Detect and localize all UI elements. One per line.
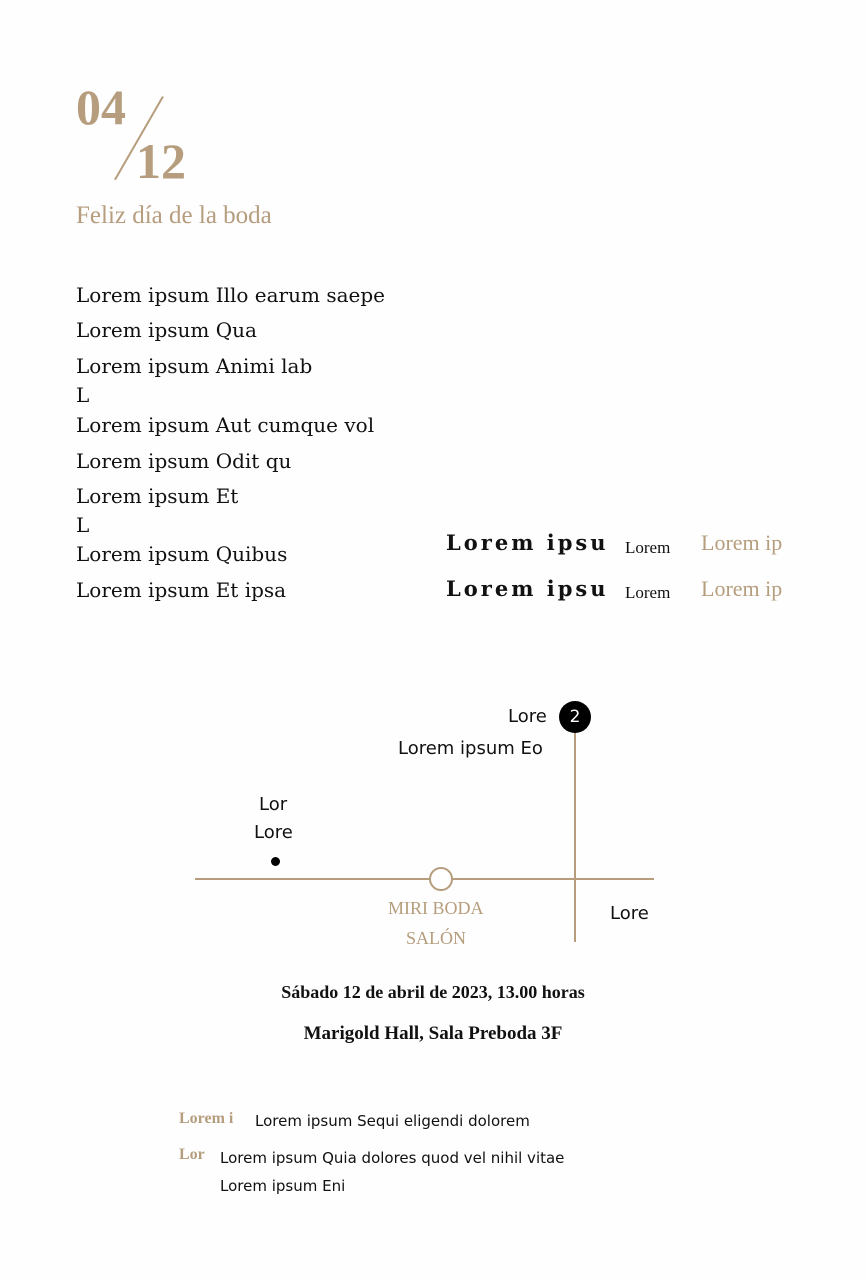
- event-datetime: Sábado 12 de abril de 2023, 13.00 horas: [281, 982, 585, 1002]
- map-road-vertical: [574, 728, 576, 942]
- schedule-time: Lorem: [625, 583, 671, 602]
- map-station-label: Lorem ipsum Eo: [398, 738, 543, 759]
- text-line: Lorem ipsum Qua: [76, 318, 257, 342]
- text-line: Lorem ipsum Et ipsa: [76, 578, 287, 602]
- text-line: L: [76, 383, 90, 407]
- schedule-detail: Lorem ip: [701, 576, 783, 601]
- map-label: Lor: [259, 794, 288, 815]
- text-line: L: [76, 513, 90, 537]
- note-label: Lor: [179, 1146, 205, 1163]
- text-line: Lorem ipsum Animi lab: [76, 354, 313, 378]
- map-marker-label: Lore: [508, 706, 547, 727]
- schedule-time: Lorem: [625, 538, 671, 557]
- note-label: Lorem i: [179, 1110, 234, 1127]
- event-place: Marigold Hall, Sala Preboda 3F: [303, 1023, 563, 1044]
- text-line: Lorem ipsum Odit qu: [76, 449, 292, 473]
- text-line: Lorem ipsum Aut cumque vol: [76, 413, 375, 437]
- schedule-title: Lorem ipsu: [446, 576, 609, 601]
- note-text: Lorem ipsum Sequi eligendi dolorem: [255, 1112, 530, 1130]
- venue-name: MIRI BODA: [388, 898, 484, 918]
- map-marker-icon: 2: [559, 701, 591, 733]
- text-line: Lorem ipsum Illo earum saepe: [76, 283, 385, 307]
- text-line: Lorem ipsum Et: [76, 484, 239, 508]
- greeting: Feliz día de la boda: [76, 202, 272, 229]
- date-month: 04: [76, 79, 126, 135]
- venue-pin-icon: [429, 867, 453, 891]
- note-text: Lorem ipsum Eni: [220, 1177, 346, 1195]
- note-text: Lorem ipsum Quia dolores quod vel nihil vitae: [220, 1149, 565, 1167]
- text-line: Lorem ipsum Quibus: [76, 542, 288, 566]
- map-road-horizontal: [195, 878, 654, 880]
- schedule-detail: Lorem ip: [701, 530, 783, 555]
- venue-name: SALÓN: [406, 928, 467, 948]
- map-label: Lore: [254, 822, 293, 843]
- date-day: 12: [136, 133, 186, 189]
- map-dot-icon: [271, 857, 280, 866]
- schedule-title: Lorem ipsu: [446, 530, 609, 555]
- map-label: Lore: [610, 903, 649, 924]
